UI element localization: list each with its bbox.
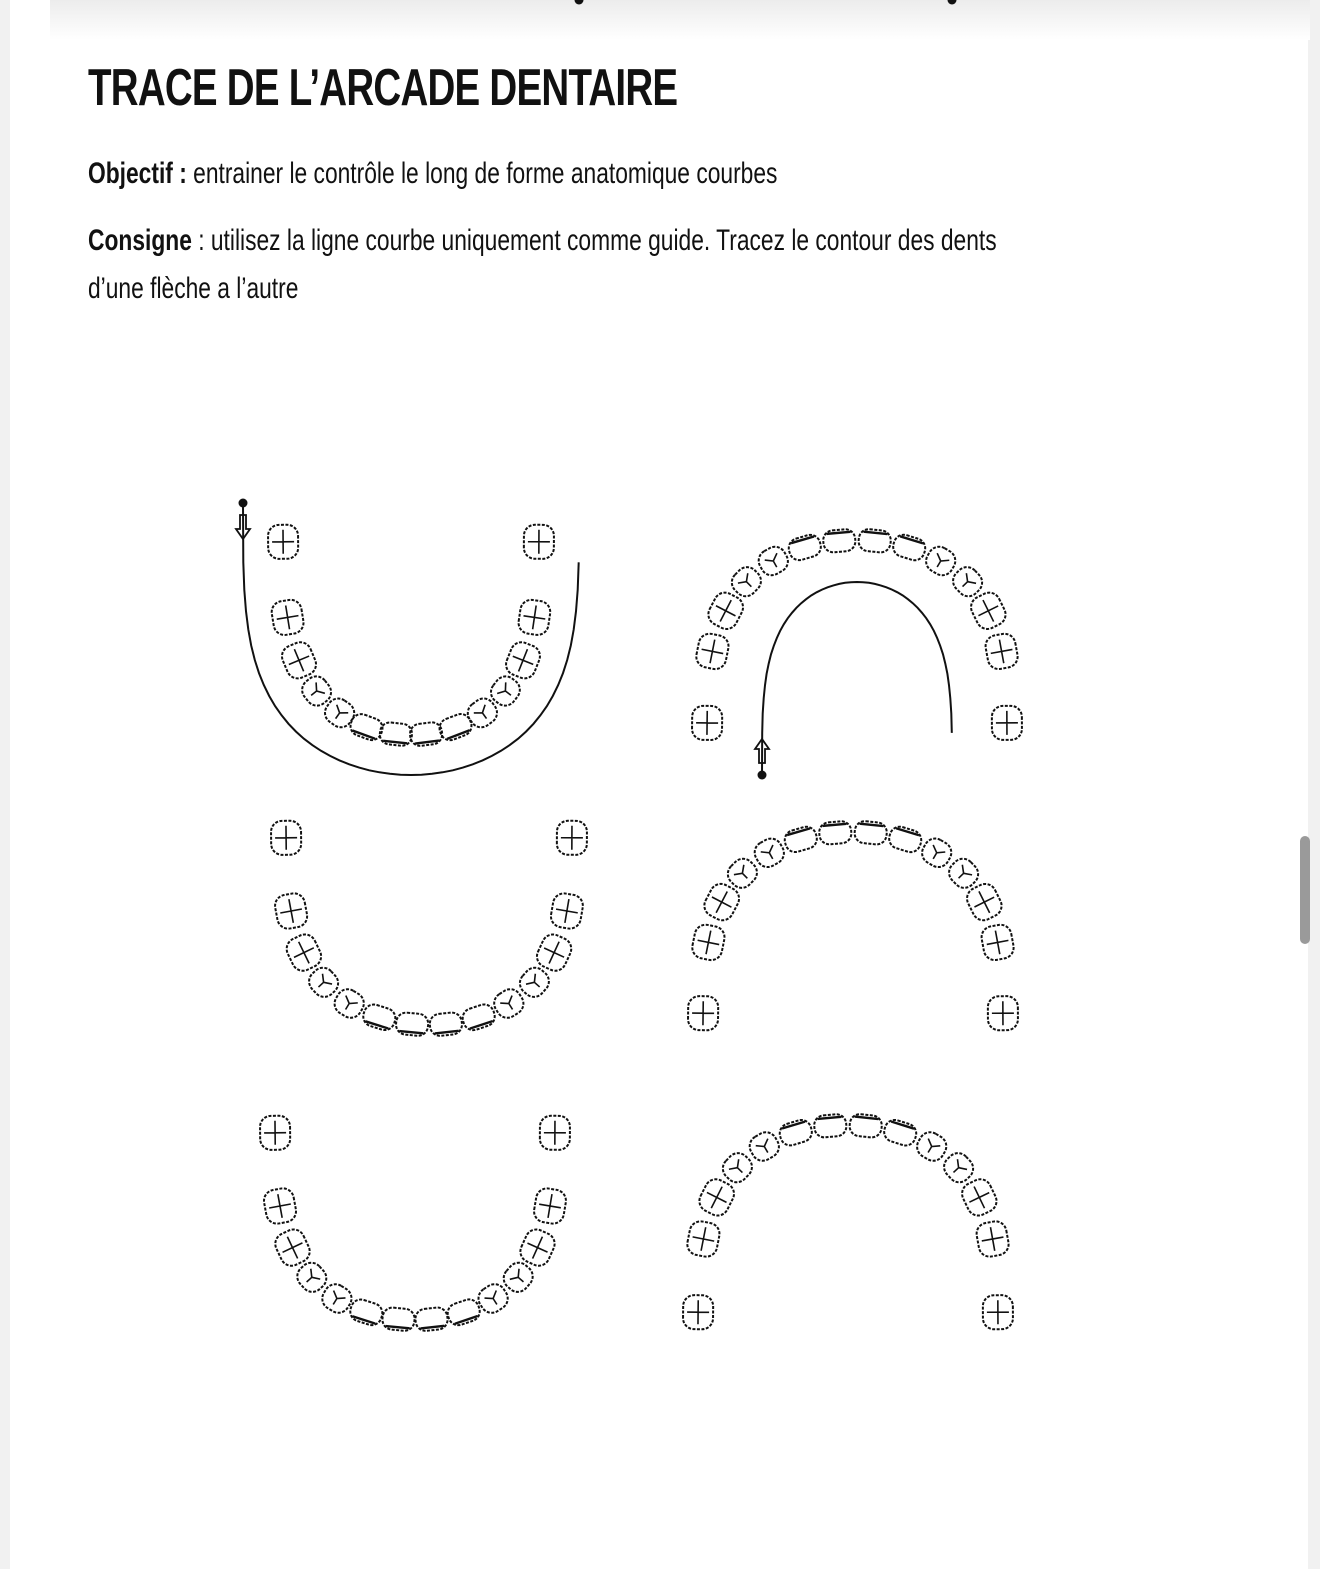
tooth-outline xyxy=(429,1012,463,1037)
tooth-outline xyxy=(983,1295,1013,1329)
scrollbar-track[interactable] xyxy=(1308,0,1320,1569)
tooth-outline xyxy=(487,672,525,710)
tooth-outline xyxy=(975,1220,1011,1259)
tooth-outline xyxy=(963,880,1005,924)
objective-text: entrainer le contrôle le long de forme anatomique courbes xyxy=(186,157,778,190)
tooth-outline xyxy=(260,1116,290,1150)
arrow-up-icon xyxy=(575,0,584,5)
tooth-outline xyxy=(854,820,888,845)
tooth-outline xyxy=(688,996,718,1030)
upper-arch-2-2 xyxy=(688,820,1018,1030)
tooth-outline xyxy=(272,1226,314,1270)
tooth-outline xyxy=(262,1187,298,1226)
tooth-outline xyxy=(382,1307,416,1332)
tooth-outline xyxy=(755,543,792,579)
tooth-outline xyxy=(922,543,959,580)
tooth-outline xyxy=(503,639,543,682)
tooth-outline xyxy=(891,532,928,562)
tooth-outline xyxy=(887,824,924,854)
tooth-outline xyxy=(777,1118,814,1148)
tooth-outline xyxy=(532,1187,567,1225)
tooth-outline xyxy=(882,1117,919,1148)
instruction-text-line2: d’une flèche a l’autre xyxy=(88,272,299,305)
tooth-outline xyxy=(268,525,298,559)
tooth-outline xyxy=(524,525,554,559)
tooth-outline xyxy=(517,598,552,636)
document-page xyxy=(10,0,1308,1569)
tooth-outline xyxy=(549,892,584,931)
tooth-outline xyxy=(414,1307,448,1332)
tooth-outline xyxy=(685,1219,721,1258)
tooth-outline xyxy=(692,706,722,740)
tooth-outline xyxy=(557,821,587,855)
tooth-outline xyxy=(409,721,443,747)
tooth-outline xyxy=(958,1176,1000,1220)
tooth-outline xyxy=(696,1175,738,1219)
tooth-outline xyxy=(463,694,501,731)
tooth-outline xyxy=(694,632,730,671)
tooth-outline xyxy=(379,721,413,746)
tooth-outline xyxy=(818,820,852,845)
tooth-outline xyxy=(813,1113,847,1138)
tooth-outline xyxy=(751,835,788,871)
instruction-label: Consigne xyxy=(88,224,192,257)
page-title: TRACE DE L’ARCADE DENTAIRE xyxy=(88,59,678,117)
tooth-outline xyxy=(437,711,475,743)
tooth-outline xyxy=(683,1295,713,1329)
tooth-outline xyxy=(460,1002,497,1033)
tooth-outline xyxy=(992,706,1022,740)
tooth-outline xyxy=(786,532,823,562)
instruction-text: : utilisez la ligne courbe uniquement comme guide. Tracez le contour des dents xyxy=(191,224,997,257)
tooth-outline xyxy=(858,528,892,553)
upper-arch-3-2 xyxy=(683,1113,1013,1329)
tooth-outline xyxy=(445,1297,482,1328)
dental-arch-exercise xyxy=(10,0,1308,1569)
lower-arch-2-1 xyxy=(271,821,587,1037)
tooth-outline xyxy=(913,1128,950,1165)
lower-arch-3-1 xyxy=(260,1116,570,1332)
guide-curve xyxy=(243,503,579,775)
tooth-outline xyxy=(822,528,856,553)
tooth-outline xyxy=(348,1297,385,1328)
objective-label: Objectif : xyxy=(88,157,187,190)
tooth-outline xyxy=(782,824,819,854)
guide-curve xyxy=(762,582,952,775)
lower-arch-1-1 xyxy=(236,0,584,775)
upper-arch-1-2 xyxy=(692,0,1022,780)
tooth-outline xyxy=(984,632,1020,671)
tooth-outline xyxy=(980,923,1016,962)
tooth-outline xyxy=(540,1116,570,1150)
tooth-outline xyxy=(988,996,1018,1030)
tooth-outline xyxy=(849,1113,883,1138)
tooth-outline xyxy=(298,672,336,710)
tooth-outline xyxy=(967,589,1009,633)
tooth-outline xyxy=(321,694,359,731)
tooth-outline xyxy=(918,835,955,872)
scrollbar-thumb[interactable] xyxy=(1300,836,1310,944)
tooth-outline xyxy=(283,931,325,975)
tooth-outline xyxy=(746,1128,783,1165)
tooth-outline xyxy=(271,821,301,855)
tooth-outline xyxy=(690,923,726,962)
tooth-outline xyxy=(273,892,309,931)
tooth-outline xyxy=(279,639,320,682)
tooth-outline xyxy=(361,1002,398,1033)
arrow-up-icon xyxy=(948,0,957,5)
tooth-outline xyxy=(395,1012,429,1037)
tooth-outline xyxy=(270,598,305,636)
